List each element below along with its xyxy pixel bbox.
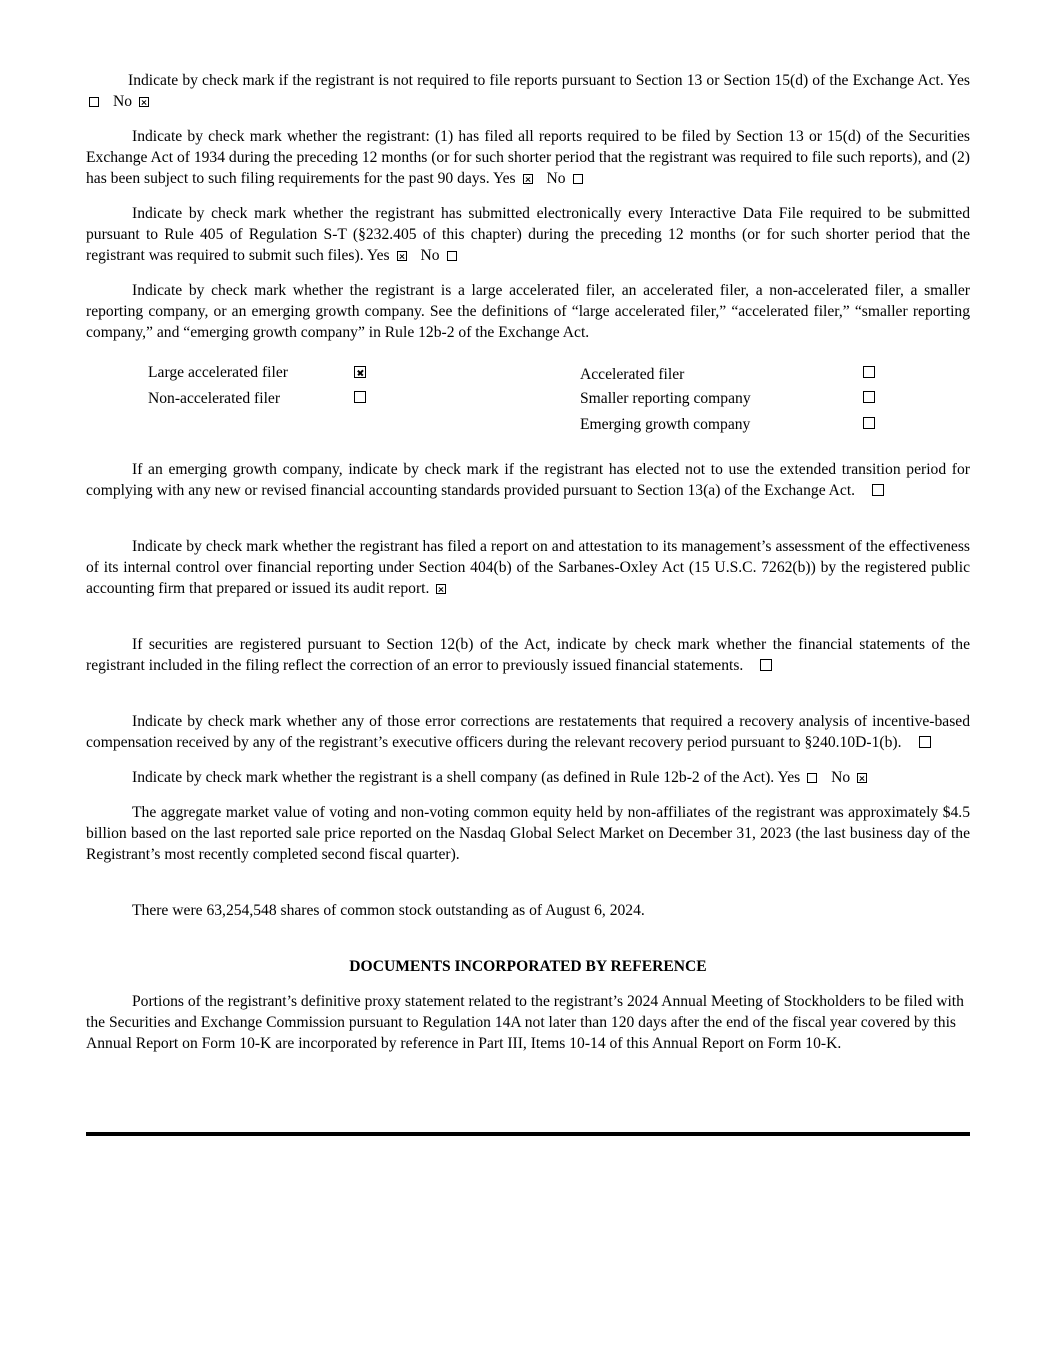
large-accelerated-filer-label: Large accelerated filer [148, 364, 288, 381]
error-correction-paragraph [86, 634, 970, 676]
paragraph-text: Indicate by check mark whether the registrant has submitted electronically every Interactive Data File required to be submitted pursuant to Rule 405 of Regulation S-T (§232.405 of this chapter) during the preceding 12 months (or for such shorter period that the registrant was required to submit such files). [86, 205, 970, 264]
no-label: No [831, 769, 851, 786]
paragraph-text: Indicate by check mark whether the registrant: (1) has filed all reports required to be filed by Section 13 or 15(d) of the Securities Exchange Act of 1934 during the preceding 12 months (or for such shorter period that the registrant was required to file such reports), and (2) has been subject to such filing requirements for the past 90 days. [86, 128, 970, 187]
non-accelerated-filer-label: Non-accelerated filer [148, 390, 281, 407]
interactive-data-paragraph [86, 203, 970, 266]
filer-status-table [86, 362, 970, 437]
paragraph-text: If an emerging growth company, indicate by check mark if the registrant has elected not to use the extended transition period for complying with any new or revised financial accounting standards provided pursuant to Section 13(a) of the Exchange Act. [86, 461, 970, 499]
shell-company-yes-checkbox[interactable] [807, 773, 817, 783]
shell-company-no-checkbox[interactable] [857, 773, 867, 783]
paragraph-text: If securities are registered pursuant to Section 12(b) of the Act, indicate by check mark whether the financial statements of the registrant included in the filing reflect the correction of an error to previously issued financial statements. [86, 636, 970, 674]
recovery-analysis-paragraph [86, 711, 970, 753]
emerging-growth-transition-paragraph [86, 459, 970, 501]
no-label: No [546, 170, 566, 187]
no-label: No [113, 93, 133, 110]
yes-label: Yes [366, 247, 390, 264]
not-required-to-file-paragraph [86, 70, 970, 112]
shell-company-paragraph [86, 767, 970, 788]
smaller-reporting-company-label: Smaller reporting company [580, 390, 751, 407]
error-correction-checkbox[interactable] [760, 659, 772, 671]
shares-outstanding-paragraph: There were 63,254,548 shares of common stock outstanding as of August 6, 2024. [132, 902, 645, 919]
accelerated-filer-label: Accelerated filer [580, 366, 685, 383]
document-page [86, 70, 970, 1054]
yes-label: Yes [492, 170, 516, 187]
emerging-growth-company-label: Emerging growth company [580, 416, 751, 433]
filed-reports-no-checkbox[interactable] [573, 174, 583, 184]
no-label: No [420, 247, 440, 264]
smaller-reporting-company-checkbox[interactable] [863, 391, 875, 403]
filed-all-reports-paragraph [86, 126, 970, 189]
emerging-growth-company-checkbox[interactable] [863, 417, 875, 429]
not-required-no-checkbox[interactable] [139, 97, 149, 107]
non-accelerated-filer-checkbox[interactable] [354, 391, 366, 403]
paragraph-text: Indicate by check mark if the registrant is not required to file reports pursuant to Section 13 or Section 15(d) of the Exchange Act. [128, 72, 944, 89]
documents-incorporated-title: DOCUMENTS INCORPORATED BY REFERENCE [349, 958, 707, 975]
transition-period-checkbox[interactable] [872, 484, 884, 496]
proxy-statement-paragraph: Portions of the registrant’s definitive proxy statement related to the registrant’s 2024 Annual Meeting of Stockholders to be filed with the Securities and Exchange Commission pursuant to Regulation 14A not later than 120 days after the end of the fiscal year covered by this Annual Report on Form 10-K are incorporated by reference in Part III, Items 10-14 of this Annual Report on Form 10-K. [86, 993, 964, 1052]
recovery-analysis-checkbox[interactable] [919, 736, 931, 748]
yes-label: Yes [947, 72, 970, 89]
interactive-data-yes-checkbox[interactable] [397, 251, 407, 261]
paragraph-text: Indicate by check mark whether the registrant is a shell company (as defined in Rule 12b-2 of the Act). [132, 769, 775, 786]
not-required-yes-checkbox[interactable] [89, 97, 99, 107]
paragraph-text: Indicate by check mark whether any of those error corrections are restatements that required a recovery analysis of incentive-based compensation received by any of the registrant’s executive officers during the relevant recovery period pursuant to §240.10D-1(b). [86, 713, 970, 751]
bottom-rule [86, 1132, 970, 1136]
interactive-data-no-checkbox[interactable] [447, 251, 457, 261]
paragraph-text: Indicate by check mark whether the registrant has filed a report on and attestation to its management’s assessment of the effectiveness of its internal control over financial reporting under Section 404(b) of the Sarbanes-Oxley Act (15 U.S.C. 7262(b)) by the registered public accounting firm that prepared or issued its audit report. [86, 538, 970, 597]
accelerated-filer-checkbox[interactable] [863, 366, 875, 378]
yes-label: Yes [777, 769, 801, 786]
large-accelerated-filer-checkbox[interactable] [354, 366, 366, 378]
filed-reports-yes-checkbox[interactable] [523, 174, 533, 184]
filer-type-paragraph: Indicate by check mark whether the registrant is a large accelerated filer, an accelerated filer, a non-accelerated filer, a smaller reporting company, or an emerging growth company. See the definitions of “large accelerated filer,” “accelerated filer,” “smaller reporting company,” and “emerging growth company” in Rule 12b-2 of the Exchange Act. [86, 282, 970, 341]
internal-control-attestation-paragraph [86, 536, 970, 599]
attestation-checkbox[interactable] [436, 584, 446, 594]
aggregate-market-value-paragraph: The aggregate market value of voting and non-voting common equity held by non-affiliates of the registrant was approximately $4.5 billion based on the last reported sale price reported on the Nasdaq Global Select Market on December 31, 2023 (the last business day of the Registrant’s most recently completed second fiscal quarter). [86, 804, 970, 863]
